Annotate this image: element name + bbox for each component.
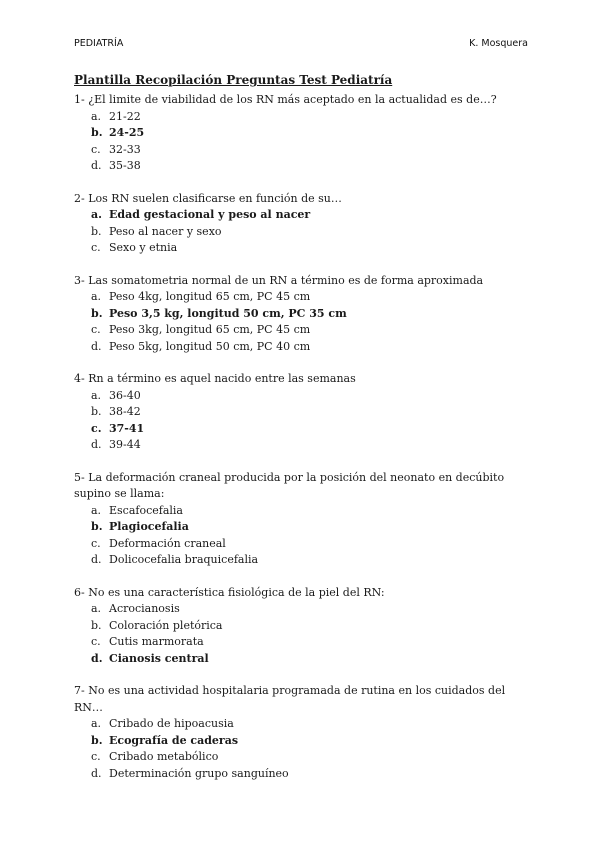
question-6 — [74, 585, 534, 668]
option-text: Determinación grupo sanguíneo — [109, 766, 289, 780]
option-text: Edad gestacional y peso al nacer — [109, 208, 311, 221]
option-text: Cribado metabólico — [109, 750, 219, 763]
answer-options — [74, 289, 534, 355]
option-letter: c. — [91, 750, 101, 763]
option-text: 32-33 — [109, 142, 141, 156]
option-text: 36-40 — [109, 388, 141, 402]
option-letter: d. — [91, 766, 102, 780]
answer-option — [74, 618, 534, 635]
option-letter: a. — [91, 388, 102, 402]
header-author: K. Mosquera — [469, 38, 528, 49]
answer-option — [74, 651, 534, 668]
option-letter: a. — [91, 602, 102, 615]
option-letter: b. — [91, 618, 102, 632]
question-3 — [74, 273, 534, 356]
answer-option — [74, 503, 534, 520]
option-text: Sexo y etnia — [109, 241, 178, 254]
question-text: 7- No es una actividad hospitalaria programada de rutina en los cuidados del RN… — [74, 684, 506, 714]
option-text: 21-22 — [109, 109, 141, 123]
option-letter: d. — [91, 159, 102, 172]
option-letter: a. — [91, 503, 102, 517]
option-text: Peso 5kg, longitud 50 cm, PC 40 cm — [109, 339, 311, 353]
option-letter: c. — [91, 142, 101, 156]
option-text: Peso 3kg, longitud 65 cm, PC 45 cm — [109, 323, 311, 336]
option-text: 37-41 — [109, 421, 145, 435]
answer-option — [74, 749, 534, 766]
answer-option — [74, 404, 534, 421]
question-4 — [74, 371, 534, 454]
answer-option — [74, 634, 534, 651]
option-text: Cribado de hipoacusia — [109, 717, 234, 730]
option-letter: d. — [91, 339, 102, 353]
option-text: Cianosis central — [109, 651, 209, 665]
document-title: Plantilla Recopilación Preguntas Test Pediatría — [74, 73, 393, 87]
option-letter: b. — [91, 224, 102, 238]
answer-options — [74, 207, 534, 257]
option-text: Peso 3,5 kg, longitud 50 cm, PC 35 cm — [109, 306, 347, 320]
question-text: 3- Las somatometria normal de un RN a término es de forma aproximada — [74, 273, 484, 287]
option-text: 35-38 — [109, 159, 141, 172]
answer-option — [74, 306, 534, 323]
answer-options — [74, 109, 534, 175]
answer-option — [74, 421, 534, 438]
answer-options — [74, 388, 534, 454]
option-text: Acrocianosis — [109, 602, 180, 615]
answer-option — [74, 552, 534, 569]
question-text: 2- Los RN suelen clasificarse en función de su… — [74, 191, 342, 205]
question-7 — [74, 683, 534, 782]
option-letter: b. — [91, 405, 102, 418]
option-text: Cutis marmorata — [109, 635, 204, 648]
option-text: 39-44 — [109, 438, 141, 451]
option-letter: b. — [91, 126, 103, 139]
answer-option — [74, 733, 534, 750]
answer-option — [74, 240, 534, 257]
option-text: 38-42 — [109, 405, 141, 418]
question-text: 1- ¿El limite de viabilidad de los RN más aceptado en la actualidad es de…? — [74, 93, 497, 106]
option-text: Ecografía de caderas — [109, 733, 239, 747]
option-letter: c. — [91, 323, 101, 336]
page-header — [74, 38, 528, 52]
question-text: 5- La deformación craneal producida por la posición del neonato en decúbito supino se llama: — [74, 470, 505, 500]
option-letter: b. — [91, 306, 103, 320]
answer-option — [74, 437, 534, 454]
document-body — [74, 73, 534, 798]
option-letter: d. — [91, 438, 102, 451]
question-5 — [74, 470, 534, 569]
answer-option — [74, 289, 534, 306]
option-letter: c. — [91, 536, 101, 550]
option-text: Coloración pletórica — [109, 618, 223, 632]
option-letter: d. — [91, 651, 103, 665]
option-letter: a. — [91, 109, 102, 123]
answer-option — [74, 322, 534, 339]
option-letter: b. — [91, 520, 103, 533]
answer-option — [74, 766, 534, 783]
answer-option — [74, 207, 534, 224]
answer-option — [74, 125, 534, 142]
answer-option — [74, 109, 534, 126]
option-text: Deformación craneal — [109, 536, 226, 550]
option-text: Plagiocefalia — [109, 520, 189, 533]
answer-option — [74, 339, 534, 356]
question-text: 4- Rn a término es aquel nacido entre las semanas — [74, 372, 356, 385]
option-text: Escafocefalia — [109, 503, 183, 517]
answer-option — [74, 536, 534, 553]
question-1 — [74, 92, 534, 175]
answer-option — [74, 601, 534, 618]
question-text: 6- No es una característica fisiológica de la piel del RN: — [74, 585, 385, 599]
option-text: Peso 4kg, longitud 65 cm, PC 45 cm — [109, 290, 311, 303]
answer-options — [74, 503, 534, 569]
header-subject: PEDIATRÍA — [74, 38, 124, 49]
option-letter: a. — [91, 290, 102, 303]
option-letter: c. — [91, 241, 101, 254]
option-text: Peso al nacer y sexo — [109, 224, 222, 238]
answer-option — [74, 142, 534, 159]
option-letter: c. — [91, 635, 101, 648]
option-letter: a. — [91, 208, 102, 221]
option-text: Dolicocefalia braquicefalia — [109, 553, 259, 566]
option-text: 24-25 — [109, 126, 145, 139]
answer-options — [74, 716, 534, 782]
option-letter: a. — [91, 717, 102, 730]
answer-option — [74, 158, 534, 175]
option-letter: d. — [91, 553, 102, 566]
option-letter: b. — [91, 733, 103, 747]
option-letter: c. — [91, 421, 102, 435]
answer-options — [74, 601, 534, 667]
answer-option — [74, 519, 534, 536]
answer-option — [74, 224, 534, 241]
answer-option — [74, 716, 534, 733]
question-2 — [74, 191, 534, 257]
question-list — [74, 92, 534, 782]
answer-option — [74, 388, 534, 405]
